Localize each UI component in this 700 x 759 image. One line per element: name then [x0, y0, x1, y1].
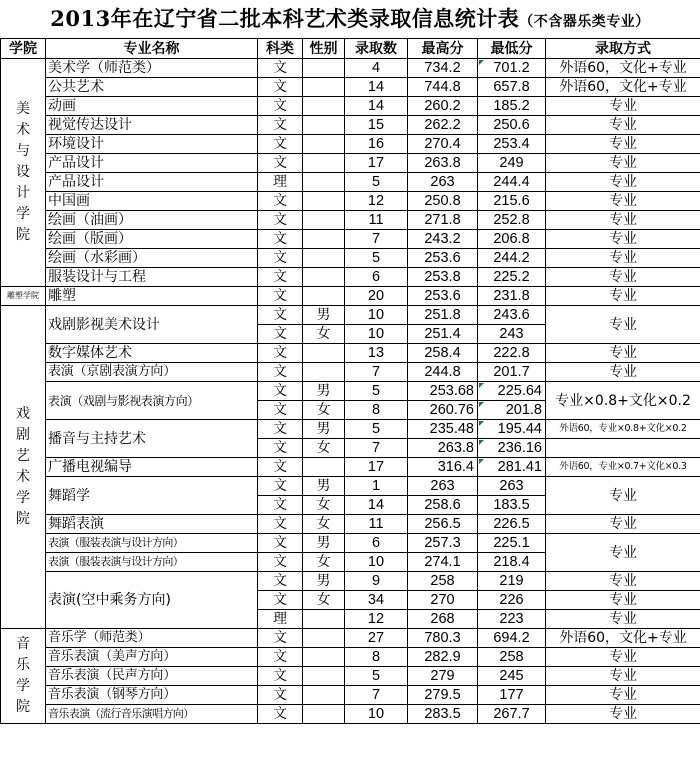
kelei-cell: 文	[258, 420, 303, 439]
min-score-cell: 206.8	[478, 230, 546, 249]
kelei-cell: 文	[258, 154, 303, 173]
count-cell: 17	[345, 154, 408, 173]
min-score-cell: 252.8	[478, 211, 546, 230]
max-score-cell: 235.48	[408, 420, 478, 439]
table-row	[1, 515, 700, 534]
max-score-cell: 780.3	[408, 629, 478, 648]
gender-cell: 男	[303, 382, 345, 401]
count-cell: 8	[345, 401, 408, 420]
max-score-cell: 253.6	[408, 249, 478, 268]
min-score-cell: 177	[478, 686, 546, 705]
count-cell: 17	[345, 458, 408, 477]
max-score-cell: 263	[408, 477, 478, 496]
kelei-cell: 文	[258, 496, 303, 515]
min-score-cell: 201.8	[478, 401, 546, 420]
count-cell: 6	[345, 268, 408, 287]
kelei-cell: 文	[258, 306, 303, 325]
max-score-cell: 250.8	[408, 192, 478, 211]
count-cell: 7	[345, 686, 408, 705]
gender-cell	[303, 686, 345, 705]
min-score-cell: 185.2	[478, 97, 546, 116]
kelei-cell: 文	[258, 97, 303, 116]
college-cell: 戏 剧 艺 术 学 院	[1, 306, 46, 629]
min-score-cell: 694.2	[478, 629, 546, 648]
kelei-cell: 文	[258, 667, 303, 686]
min-score-cell: 245	[478, 667, 546, 686]
major-cell: 舞蹈表演	[46, 515, 258, 534]
count-cell: 6	[345, 534, 408, 553]
major-cell: 戏剧影视美术设计	[46, 306, 258, 344]
max-score-cell: 257.3	[408, 534, 478, 553]
max-score-cell: 744.8	[408, 78, 478, 97]
count-cell: 16	[345, 135, 408, 154]
gender-cell	[303, 154, 345, 173]
gender-cell	[303, 344, 345, 363]
min-score-cell: 225.64	[478, 382, 546, 401]
kelei-cell: 文	[258, 705, 303, 724]
max-score-cell: 734.2	[408, 59, 478, 78]
method-cell	[546, 439, 700, 458]
max-score-cell: 244.8	[408, 363, 478, 382]
min-score-cell: 218.4	[478, 553, 546, 572]
kelei-cell: 文	[258, 344, 303, 363]
max-score-cell: 243.2	[408, 230, 478, 249]
min-score-cell: 253.4	[478, 135, 546, 154]
major-cell: 舞蹈学	[46, 477, 258, 515]
header-gender: 性别	[303, 39, 345, 59]
gender-cell: 女	[303, 515, 345, 534]
max-score-cell: 270	[408, 591, 478, 610]
table-row	[1, 173, 700, 192]
table-row	[1, 686, 700, 705]
gender-cell	[303, 78, 345, 97]
method-cell: 专业	[546, 572, 700, 591]
kelei-cell: 文	[258, 192, 303, 211]
major-cell: 雕塑	[46, 287, 258, 306]
max-score-cell: 260.76	[408, 401, 478, 420]
max-score-cell: 258.6	[408, 496, 478, 515]
table-row	[1, 230, 700, 249]
count-cell: 14	[345, 78, 408, 97]
max-score-cell: 251.8	[408, 306, 478, 325]
table-row	[1, 211, 700, 230]
count-cell: 15	[345, 116, 408, 135]
kelei-cell: 文	[258, 477, 303, 496]
table-row	[1, 116, 700, 135]
table-row	[1, 78, 700, 97]
method-cell: 专业	[546, 287, 700, 306]
kelei-cell: 文	[258, 686, 303, 705]
max-score-cell: 316.4	[408, 458, 478, 477]
method-cell: 外语60，专业×0.8+文化×0.2	[546, 420, 700, 439]
max-score-cell: 258	[408, 572, 478, 591]
kelei-cell: 文	[258, 629, 303, 648]
table-row	[1, 382, 700, 401]
kelei-cell: 文	[258, 591, 303, 610]
min-score-cell: 243.6	[478, 306, 546, 325]
count-cell: 14	[345, 97, 408, 116]
max-score-cell: 260.2	[408, 97, 478, 116]
method-cell: 专业	[546, 610, 700, 629]
table-row	[1, 192, 700, 211]
method-cell: 专业	[546, 154, 700, 173]
gender-cell	[303, 268, 345, 287]
kelei-cell: 文	[258, 363, 303, 382]
table-row	[1, 705, 700, 724]
gender-cell	[303, 97, 345, 116]
min-score-cell: 258	[478, 648, 546, 667]
count-cell: 7	[345, 439, 408, 458]
gender-cell	[303, 648, 345, 667]
gender-cell	[303, 610, 345, 629]
min-score-cell: 223	[478, 610, 546, 629]
kelei-cell: 文	[258, 553, 303, 572]
min-score-cell: 215.6	[478, 192, 546, 211]
method-cell: 专业	[546, 230, 700, 249]
major-cell: 音乐学（师范类）	[46, 629, 258, 648]
header-row	[1, 39, 700, 59]
major-cell: 表演（服装表演与设计方向）	[46, 534, 258, 553]
major-cell: 视觉传达设计	[46, 116, 258, 135]
gender-cell: 男	[303, 534, 345, 553]
min-score-cell: 657.8	[478, 78, 546, 97]
college-cell: 雕塑学院	[1, 287, 46, 306]
method-cell: 专业	[546, 97, 700, 116]
method-cell: 专业	[546, 515, 700, 534]
kelei-cell: 文	[258, 325, 303, 344]
min-score-cell: 219	[478, 572, 546, 591]
header-kelei: 科类	[258, 39, 303, 59]
kelei-cell: 文	[258, 401, 303, 420]
header-major: 专业名称	[46, 39, 258, 59]
gender-cell	[303, 192, 345, 211]
count-cell: 27	[345, 629, 408, 648]
gender-cell: 女	[303, 439, 345, 458]
gender-cell	[303, 249, 345, 268]
table-row	[1, 629, 700, 648]
title-main: 2013年在辽宁省二批本科艺术类录取信息统计表	[50, 6, 520, 31]
min-score-cell: 244.2	[478, 249, 546, 268]
count-cell: 34	[345, 591, 408, 610]
max-score-cell: 279.5	[408, 686, 478, 705]
header-count: 录取数	[345, 39, 408, 59]
min-score-cell: 701.2	[478, 59, 546, 78]
college-cell: 音 乐 学 院	[1, 629, 46, 724]
table-row	[1, 363, 700, 382]
major-cell: 动画	[46, 97, 258, 116]
major-cell: 中国画	[46, 192, 258, 211]
count-cell: 4	[345, 59, 408, 78]
gender-cell	[303, 59, 345, 78]
method-cell: 专业	[546, 116, 700, 135]
table-row	[1, 572, 700, 591]
table-row	[1, 667, 700, 686]
major-cell: 环境设计	[46, 135, 258, 154]
gender-cell	[303, 173, 345, 192]
count-cell: 14	[345, 496, 408, 515]
count-cell: 11	[345, 515, 408, 534]
major-cell: 服装设计与工程	[46, 268, 258, 287]
kelei-cell: 文	[258, 382, 303, 401]
max-score-cell: 283.5	[408, 705, 478, 724]
kelei-cell: 文	[258, 230, 303, 249]
max-score-cell: 253.68	[408, 382, 478, 401]
count-cell: 5	[345, 420, 408, 439]
method-cell: 专业	[546, 477, 700, 515]
max-score-cell: 263	[408, 173, 478, 192]
kelei-cell: 文	[258, 116, 303, 135]
table-row	[1, 344, 700, 363]
gender-cell	[303, 116, 345, 135]
max-score-cell: 253.6	[408, 287, 478, 306]
count-cell: 10	[345, 325, 408, 344]
count-cell: 12	[345, 192, 408, 211]
kelei-cell: 文	[258, 648, 303, 667]
table-row	[1, 268, 700, 287]
max-score-cell: 270.4	[408, 135, 478, 154]
count-cell: 8	[345, 648, 408, 667]
max-score-cell: 282.9	[408, 648, 478, 667]
kelei-cell: 文	[258, 59, 303, 78]
min-score-cell: 267.7	[478, 705, 546, 724]
table-row	[1, 287, 700, 306]
max-score-cell: 258.4	[408, 344, 478, 363]
major-cell: 表演（戏剧与影视表演方向）	[46, 382, 258, 420]
count-cell: 11	[345, 211, 408, 230]
method-cell: 专业	[546, 705, 700, 724]
min-score-cell: 225.1	[478, 534, 546, 553]
method-cell: 专业	[546, 268, 700, 287]
method-cell: 专业	[546, 363, 700, 382]
major-cell: 公共艺术	[46, 78, 258, 97]
kelei-cell: 文	[258, 268, 303, 287]
gender-cell	[303, 363, 345, 382]
gender-cell: 男	[303, 420, 345, 439]
major-cell: 音乐表演（钢琴方向）	[46, 686, 258, 705]
gender-cell: 男	[303, 477, 345, 496]
major-cell: 音乐表演（美声方向）	[46, 648, 258, 667]
major-cell: 音乐表演（流行音乐演唱方向）	[46, 705, 258, 724]
method-cell: 专业	[546, 211, 700, 230]
max-score-cell: 279	[408, 667, 478, 686]
min-score-cell: 243	[478, 325, 546, 344]
header-college: 学院	[1, 39, 46, 59]
major-cell: 音乐表演（民声方向）	[46, 667, 258, 686]
count-cell: 5	[345, 667, 408, 686]
method-cell: 专业	[546, 344, 700, 363]
max-score-cell: 268	[408, 610, 478, 629]
major-cell: 表演（服装表演与设计方向）	[46, 553, 258, 572]
major-cell: 广播电视编导	[46, 458, 258, 477]
min-score-cell: 249	[478, 154, 546, 173]
table-row	[1, 477, 700, 496]
method-cell: 专业	[546, 591, 700, 610]
major-cell: 产品设计	[46, 154, 258, 173]
header-max-score: 最高分	[408, 39, 478, 59]
table-row	[1, 534, 700, 553]
min-score-cell: 195.44	[478, 420, 546, 439]
max-score-cell: 271.8	[408, 211, 478, 230]
max-score-cell: 263.8	[408, 439, 478, 458]
gender-cell	[303, 287, 345, 306]
method-cell: 专业	[546, 648, 700, 667]
method-cell: 专业	[546, 173, 700, 192]
min-score-cell: 250.6	[478, 116, 546, 135]
admission-table	[0, 38, 700, 724]
min-score-cell: 244.4	[478, 173, 546, 192]
table-row	[1, 154, 700, 173]
kelei-cell: 文	[258, 78, 303, 97]
major-cell: 绘画（水彩画）	[46, 249, 258, 268]
major-cell: 绘画（版画）	[46, 230, 258, 249]
min-score-cell: 236.16	[478, 439, 546, 458]
table-row	[1, 135, 700, 154]
major-cell: 数字媒体艺术	[46, 344, 258, 363]
count-cell: 9	[345, 572, 408, 591]
gender-cell	[303, 135, 345, 154]
max-score-cell: 253.8	[408, 268, 478, 287]
method-cell: 专业	[546, 667, 700, 686]
min-score-cell: 201.7	[478, 363, 546, 382]
gender-cell: 女	[303, 325, 345, 344]
major-cell: 表演（京剧表演方向）	[46, 363, 258, 382]
method-cell: 专业	[546, 686, 700, 705]
max-score-cell: 256.5	[408, 515, 478, 534]
major-cell: 产品设计	[46, 173, 258, 192]
title-subtitle: （不含器乐类专业）	[519, 14, 650, 30]
major-cell: 绘画（油画）	[46, 211, 258, 230]
min-score-cell: 231.8	[478, 287, 546, 306]
method-cell: 专业	[546, 135, 700, 154]
major-cell: 表演(空中乘务方向)	[46, 572, 258, 629]
kelei-cell: 理	[258, 173, 303, 192]
kelei-cell: 文	[258, 515, 303, 534]
header-method: 录取方式	[546, 39, 700, 59]
count-cell: 5	[345, 382, 408, 401]
gender-cell: 男	[303, 572, 345, 591]
min-score-cell: 226.5	[478, 515, 546, 534]
max-score-cell: 263.8	[408, 154, 478, 173]
method-cell: 外语60，文化+专业	[546, 59, 700, 78]
count-cell: 10	[345, 306, 408, 325]
min-score-cell: 183.5	[478, 496, 546, 515]
college-cell: 美 术 与 设 计 学 院	[1, 59, 46, 287]
gender-cell	[303, 458, 345, 477]
major-cell: 播音与主持艺术	[46, 420, 258, 458]
max-score-cell: 262.2	[408, 116, 478, 135]
count-cell: 13	[345, 344, 408, 363]
gender-cell	[303, 705, 345, 724]
method-cell: 专业	[546, 306, 700, 344]
table-row	[1, 648, 700, 667]
method-cell: 专业	[546, 192, 700, 211]
header-min-score: 最低分	[478, 39, 546, 59]
gender-cell	[303, 629, 345, 648]
count-cell: 1	[345, 477, 408, 496]
method-cell: 外语60，文化+专业	[546, 629, 700, 648]
major-cell: 美术学（师范类）	[46, 59, 258, 78]
gender-cell: 男	[303, 306, 345, 325]
kelei-cell: 文	[258, 211, 303, 230]
min-score-cell: 281.41	[478, 458, 546, 477]
gender-cell: 女	[303, 496, 345, 515]
table-row	[1, 458, 700, 477]
method-cell: 外语60，文化+专业	[546, 78, 700, 97]
count-cell: 10	[345, 553, 408, 572]
count-cell: 7	[345, 230, 408, 249]
count-cell: 5	[345, 249, 408, 268]
count-cell: 7	[345, 363, 408, 382]
min-score-cell: 225.2	[478, 268, 546, 287]
gender-cell	[303, 667, 345, 686]
gender-cell: 女	[303, 401, 345, 420]
gender-cell: 女	[303, 553, 345, 572]
gender-cell	[303, 230, 345, 249]
kelei-cell: 文	[258, 534, 303, 553]
count-cell: 12	[345, 610, 408, 629]
kelei-cell: 文	[258, 287, 303, 306]
table-row	[1, 306, 700, 325]
min-score-cell: 226	[478, 591, 546, 610]
page-title	[0, 0, 700, 38]
table-row	[1, 59, 700, 78]
count-cell: 10	[345, 705, 408, 724]
kelei-cell: 理	[258, 610, 303, 629]
method-cell: 专业	[546, 249, 700, 268]
table-row	[1, 97, 700, 116]
max-score-cell: 274.1	[408, 553, 478, 572]
gender-cell: 女	[303, 591, 345, 610]
method-cell: 专业	[546, 534, 700, 572]
method-cell: 外语60，专业×0.7+文化×0.3	[546, 458, 700, 477]
kelei-cell: 文	[258, 439, 303, 458]
max-score-cell: 251.4	[408, 325, 478, 344]
kelei-cell: 文	[258, 458, 303, 477]
kelei-cell: 文	[258, 249, 303, 268]
method-cell: 专业×0.8+文化×0.2	[546, 382, 700, 420]
table-row	[1, 249, 700, 268]
min-score-cell: 263	[478, 477, 546, 496]
table-row	[1, 420, 700, 439]
gender-cell	[303, 211, 345, 230]
min-score-cell: 222.8	[478, 344, 546, 363]
kelei-cell: 文	[258, 135, 303, 154]
count-cell: 20	[345, 287, 408, 306]
kelei-cell: 文	[258, 572, 303, 591]
count-cell: 5	[345, 173, 408, 192]
